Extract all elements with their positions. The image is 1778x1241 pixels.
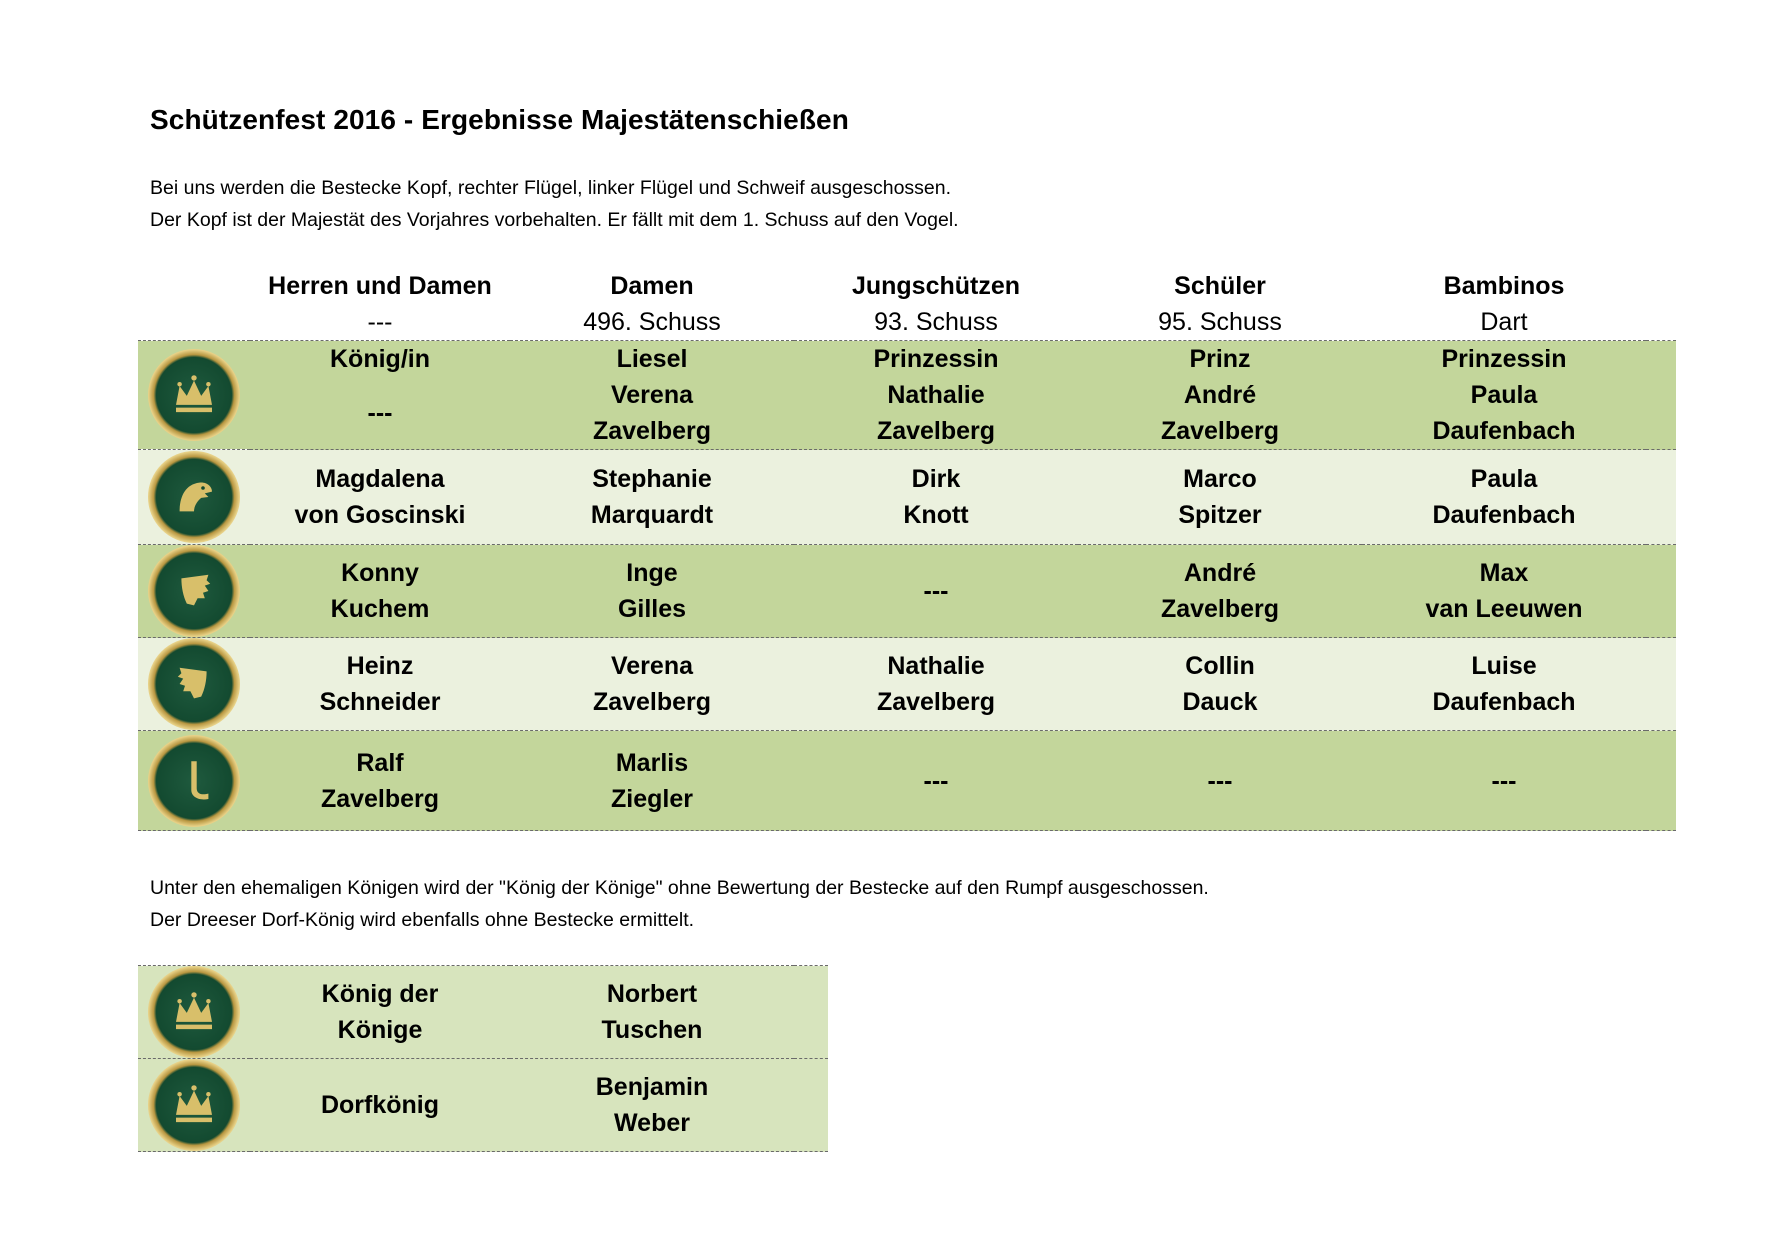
shot-label: ---: [250, 304, 510, 341]
name-line: ---: [923, 766, 949, 795]
title-cell: Prinzessin: [1362, 341, 1646, 378]
category-header: Damen: [610, 272, 694, 300]
name-cell: Verena: [510, 377, 794, 413]
name-line: ---: [1491, 766, 1517, 795]
shot-label: 95. Schuss: [1078, 304, 1362, 341]
table-row: [138, 638, 1676, 731]
name-line: Gilles: [617, 595, 687, 623]
special-table: [138, 965, 828, 1152]
mid-text: [150, 872, 1209, 936]
special-title-line: Dorfkönig: [320, 1091, 440, 1119]
name-line: Konny: [341, 559, 419, 587]
name-line: Zavelberg: [592, 688, 712, 716]
name-line: Knott: [903, 501, 969, 529]
table-row: [138, 377, 1676, 413]
name-line: Dirk: [911, 465, 961, 493]
table-row: [138, 450, 1676, 545]
name-line: Magdalena: [315, 465, 445, 493]
name-line: Nathalie: [887, 652, 985, 680]
name-line: Marlis: [615, 748, 689, 777]
category-header-row: [138, 268, 1676, 304]
page-title: Schützenfest 2016 - Ergebnisse Majestätenschießen: [150, 104, 849, 135]
name-cell: Zavelberg: [510, 413, 794, 450]
shot-header-row: [138, 304, 1676, 341]
crown-icon: [148, 966, 240, 1058]
tail-icon: [148, 735, 240, 827]
title-cell: Liesel: [510, 341, 794, 378]
name-cell: ---: [250, 377, 510, 450]
name-line: Ralf: [356, 748, 404, 777]
name-cell: Nathalie: [794, 377, 1078, 413]
shot-label: Dart: [1362, 304, 1646, 341]
name-line: Luise: [1471, 652, 1537, 680]
name-line: Zavelberg: [320, 784, 440, 813]
name-line: Zavelberg: [1160, 595, 1280, 623]
title-cell: Prinz: [1078, 341, 1362, 378]
name-cell: Zavelberg: [1078, 413, 1362, 450]
name-line: Dauck: [1182, 688, 1258, 716]
name-line: von Goscinski: [294, 501, 466, 529]
special-name-line: Tuschen: [601, 1016, 703, 1044]
special-name-line: Weber: [614, 1109, 690, 1137]
name-line: Spitzer: [1178, 501, 1262, 529]
name-cell: André: [1078, 377, 1362, 413]
table-row: [138, 966, 828, 1059]
name-line: Inge: [626, 559, 678, 587]
name-line: Heinz: [346, 652, 414, 680]
name-cell: Paula: [1362, 377, 1646, 413]
name-line: Marco: [1183, 465, 1257, 493]
name-line: Paula: [1470, 465, 1538, 493]
name-line: Verena: [610, 652, 693, 680]
special-title-line: Könige: [337, 1016, 423, 1044]
name-line: Stephanie: [592, 465, 712, 493]
name-line: ---: [1207, 766, 1233, 795]
name-line: Zavelberg: [876, 688, 996, 716]
name-line: Daufenbach: [1432, 501, 1576, 529]
category-header: Herren und Damen: [268, 272, 492, 300]
category-header: Schüler: [1174, 272, 1266, 300]
name-line: Collin: [1185, 652, 1255, 680]
name-line: Ziegler: [611, 784, 693, 813]
category-header: Bambinos: [1443, 272, 1565, 300]
name-line: André: [1183, 559, 1257, 587]
special-name-line: Benjamin: [595, 1073, 709, 1101]
results-table: [138, 268, 1676, 831]
mid-line: Unter den ehemaligen Königen wird der "König der Könige" ohne Bewertung der Bestecke auf den Rumpf ausgeschossen.: [150, 877, 1209, 899]
name-cell: Daufenbach: [1362, 413, 1646, 450]
title-row: [138, 341, 1676, 378]
intro-line: Bei uns werden die Bestecke Kopf, rechter Flügel, linker Flügel und Schweif ausgeschossen.: [150, 177, 952, 199]
table-row: [138, 1059, 828, 1152]
mid-line: Der Dreeser Dorf-König wird ebenfalls ohne Bestecke ermittelt.: [150, 909, 695, 931]
crown-icon: [148, 349, 240, 441]
intro-text: [150, 172, 959, 236]
name-line: ---: [923, 577, 949, 605]
table-row: [138, 545, 1676, 638]
name-line: Schneider: [319, 688, 441, 716]
title-cell: König/in: [250, 341, 510, 378]
name-cell: Zavelberg: [794, 413, 1078, 450]
special-title-line: König der: [321, 980, 439, 1008]
category-header: Jungschützen: [851, 272, 1021, 300]
right-wing-icon: [148, 545, 240, 637]
name-line: Daufenbach: [1432, 688, 1576, 716]
name-line: Max: [1479, 559, 1529, 587]
name-line: van Leeuwen: [1425, 595, 1583, 623]
crown-icon: [148, 1059, 240, 1151]
shot-label: 496. Schuss: [510, 304, 794, 341]
left-wing-icon: [148, 638, 240, 730]
table-row: [138, 731, 1676, 831]
name-line: Marquardt: [590, 501, 714, 529]
title-cell: Prinzessin: [794, 341, 1078, 378]
name-line: Kuchem: [330, 595, 430, 623]
intro-line: Der Kopf ist der Majestät des Vorjahres vorbehalten. Er fällt mit dem 1. Schuss auf den Vogel.: [150, 209, 959, 231]
eagle-head-icon: [148, 451, 240, 543]
special-name-line: Norbert: [606, 980, 698, 1008]
shot-label: 93. Schuss: [794, 304, 1078, 341]
